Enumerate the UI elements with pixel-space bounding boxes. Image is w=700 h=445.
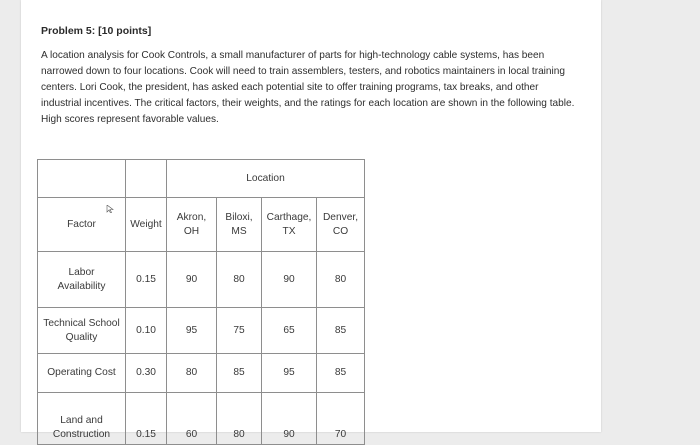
rating-cell: 80 xyxy=(167,354,217,393)
rating-cell: 85 xyxy=(317,354,365,393)
weight-header-label: Weight xyxy=(130,218,162,230)
location-name: Akron, xyxy=(176,211,207,223)
rating-cell: 80 xyxy=(217,252,262,308)
location-name: Denver, xyxy=(322,211,359,223)
rating-cell: 95 xyxy=(262,354,317,393)
location-ratings-table xyxy=(37,159,365,445)
factor-cell xyxy=(38,393,126,445)
table-row xyxy=(38,308,365,354)
location-state: CO xyxy=(332,225,349,237)
factor-label: Operating Cost xyxy=(47,367,116,378)
rating-cell: 70 xyxy=(317,393,365,445)
rating-cell: 80 xyxy=(217,393,262,445)
rating-cell: 85 xyxy=(217,354,262,393)
rating-cell: 60 xyxy=(167,393,217,445)
weight-header xyxy=(126,198,167,252)
rating-cell: 75 xyxy=(217,308,262,354)
weight-cell: 0.15 xyxy=(126,393,167,445)
factor-cell xyxy=(38,252,126,308)
weight-cell: 0.30 xyxy=(126,354,167,393)
rating-cell: 95 xyxy=(167,308,217,354)
factor-label: Construction xyxy=(52,429,111,440)
table-row xyxy=(38,252,365,308)
table-header-row-location xyxy=(38,160,365,198)
rating-cell: 65 xyxy=(262,308,317,354)
rating-cell: 90 xyxy=(167,252,217,308)
rating-cell: 80 xyxy=(317,252,365,308)
table-row xyxy=(38,393,365,445)
location-state: TX xyxy=(282,225,296,237)
mouse-pointer-icon xyxy=(106,205,114,213)
problem-title: Problem 5: [10 points] xyxy=(41,25,152,37)
weight-cell: 0.15 xyxy=(126,252,167,308)
location-header-label: Location xyxy=(246,172,285,184)
problem-description: A location analysis for Cook Controls, a small manufacturer of parts for high-technology cable systems, has been narrowed down to four locations. Cook will need to train assemblers, testers, and robotics maintainers in local training centers. Lori Cook, the president, has asked each potential site to offer training programs, tax breaks, and other industrial incentives. The critical factors, their weights, and the ratings for each location are shown in the following table. High scores represent favorable values. xyxy=(41,50,575,125)
location-carthage-header xyxy=(262,198,317,252)
rating-cell: 85 xyxy=(317,308,365,354)
rating-cell: 90 xyxy=(262,252,317,308)
table-row xyxy=(38,354,365,393)
factor-header-label: Factor xyxy=(67,218,96,230)
factor-label: Quality xyxy=(65,331,98,343)
header-empty-cell xyxy=(126,160,167,198)
factor-label: Land and xyxy=(60,415,103,426)
document-page xyxy=(21,0,601,440)
factor-label: Labor xyxy=(68,266,95,278)
factor-label: Technical School xyxy=(43,317,120,329)
factor-label: Availability xyxy=(57,280,106,292)
weight-cell: 0.10 xyxy=(126,308,167,354)
header-empty-cell xyxy=(38,160,126,198)
location-denver-header xyxy=(317,198,365,252)
factor-cell xyxy=(38,354,126,393)
rating-cell: 90 xyxy=(262,393,317,445)
location-akron-header xyxy=(167,198,217,252)
table-header-row xyxy=(38,198,365,252)
location-header xyxy=(167,160,365,198)
location-name: Carthage, xyxy=(266,211,312,223)
location-state: MS xyxy=(231,225,247,237)
location-name: Biloxi, xyxy=(225,211,253,223)
factor-cell xyxy=(38,308,126,354)
location-biloxi-header xyxy=(217,198,262,252)
location-state: OH xyxy=(183,225,200,237)
